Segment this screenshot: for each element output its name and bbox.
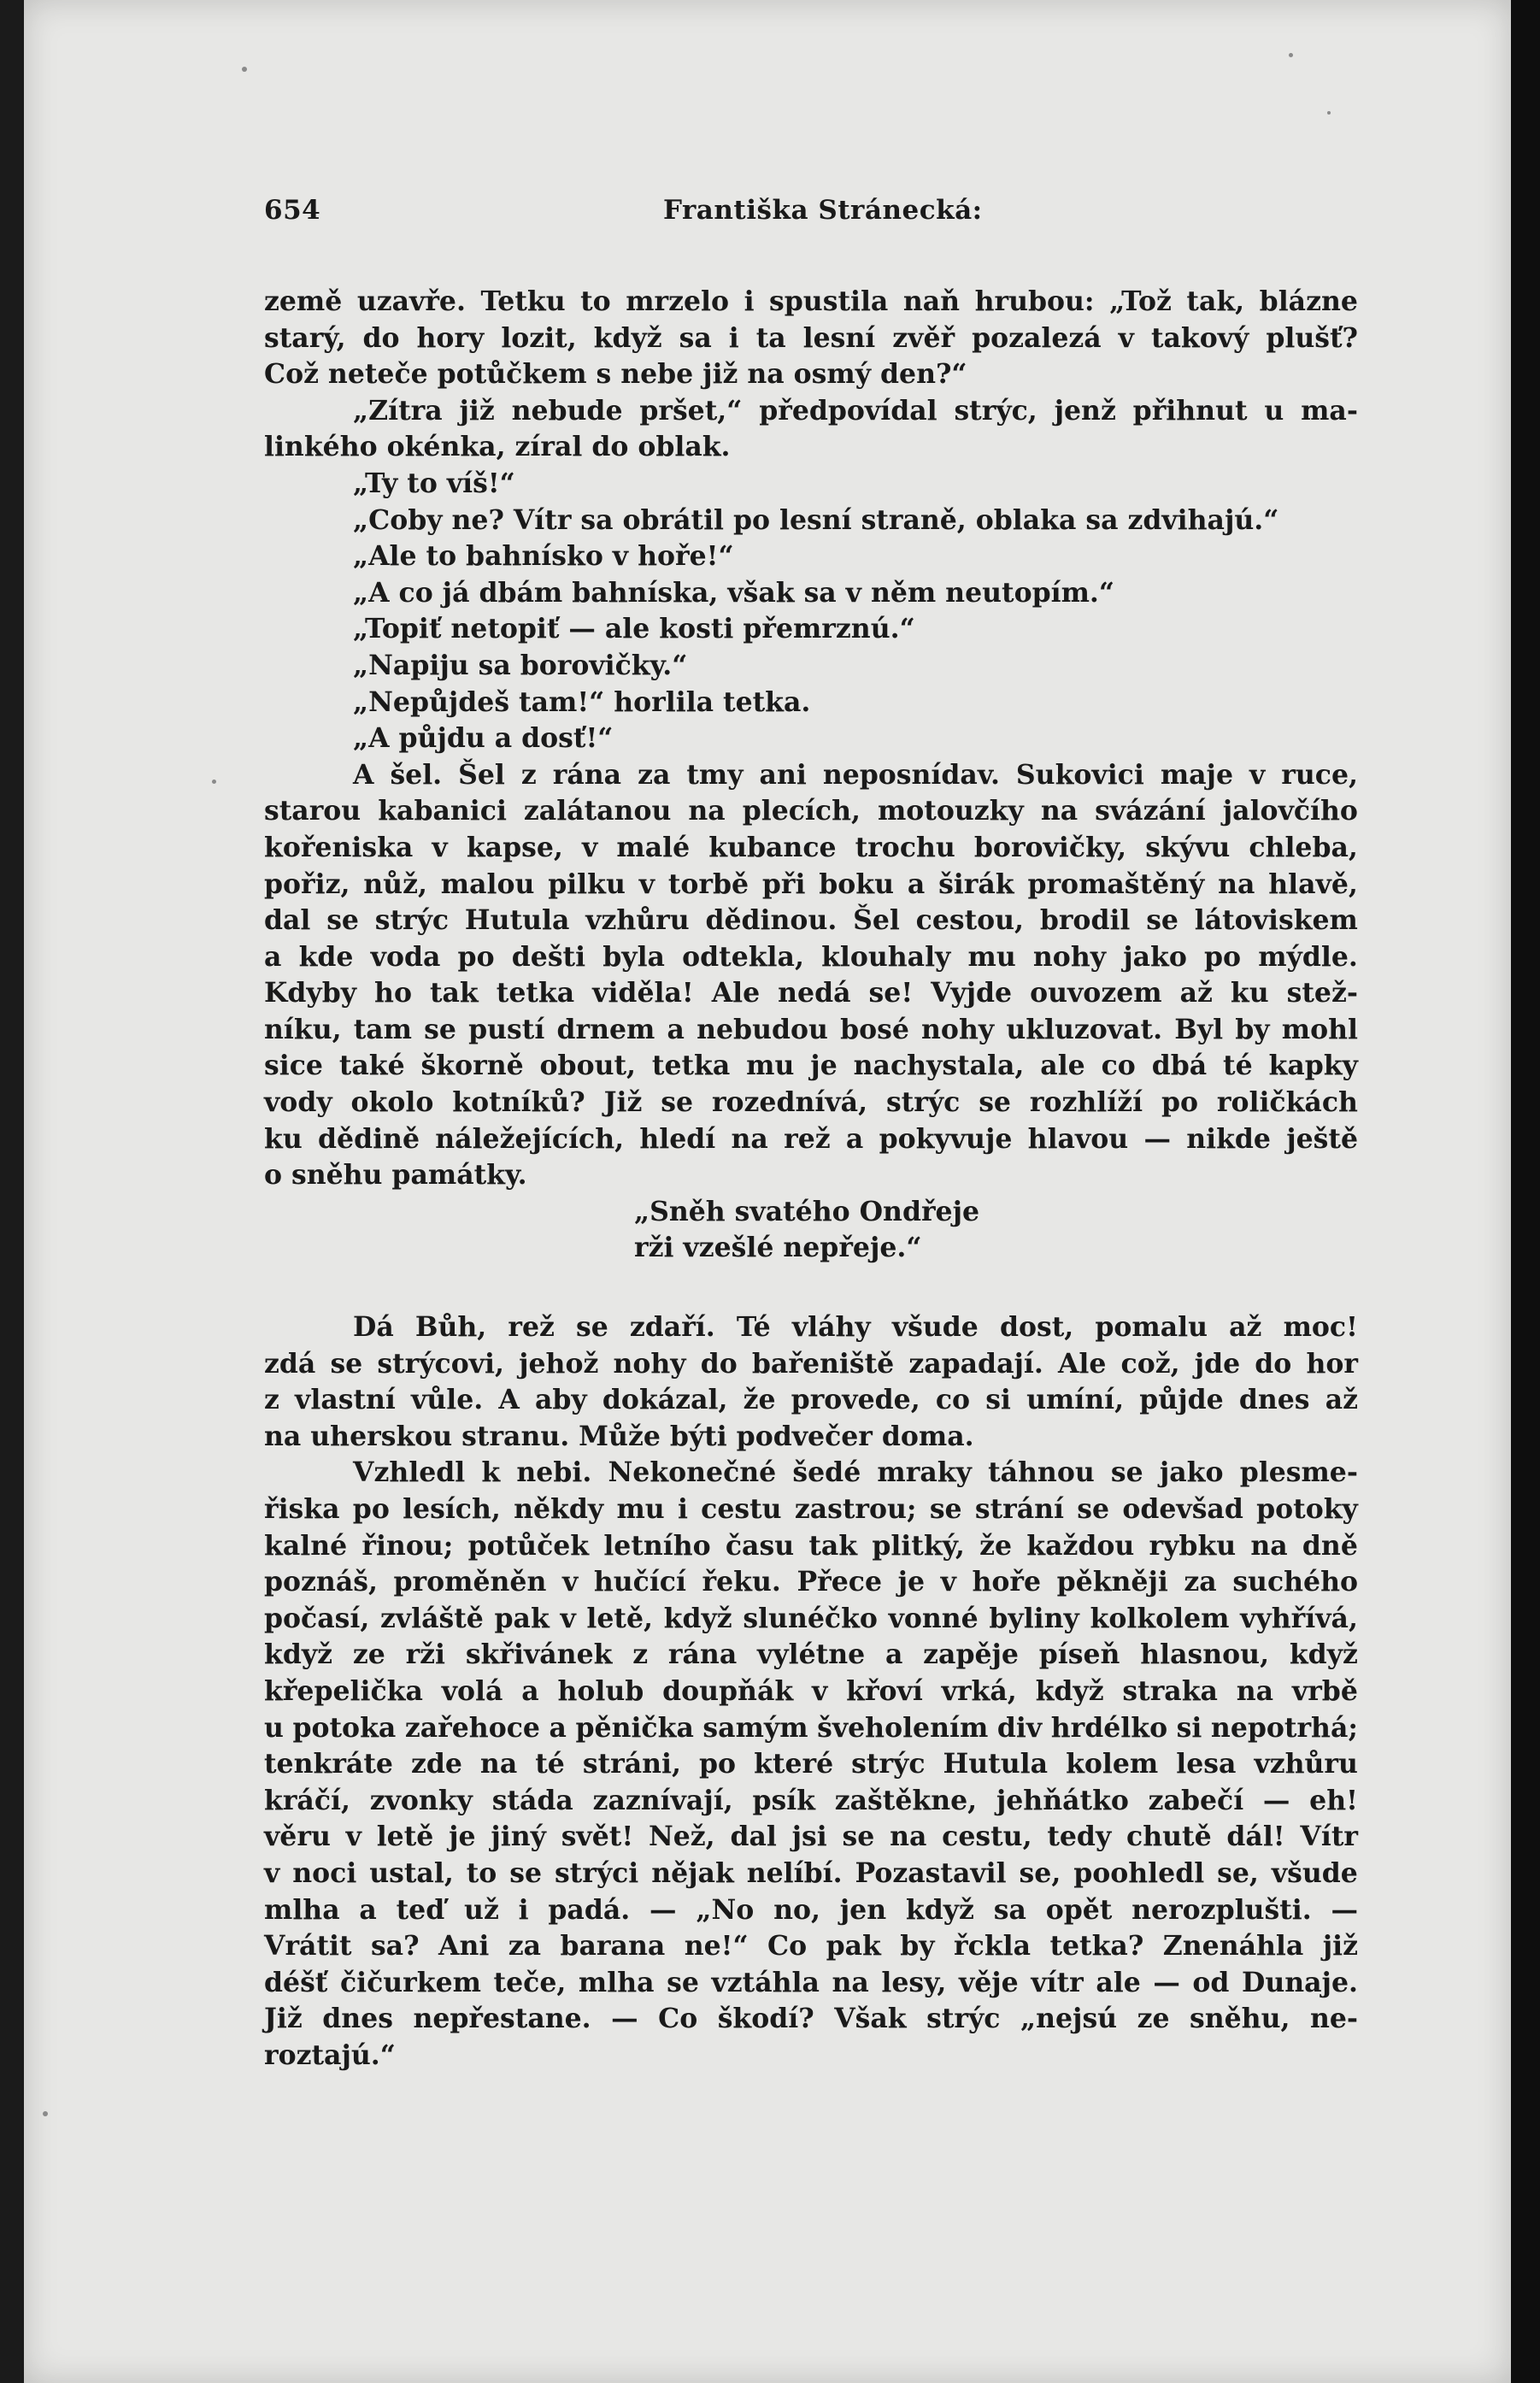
running-title: Františka Stránecká:: [663, 195, 983, 226]
page-edge-shadow: [1511, 0, 1540, 2383]
text-body: [264, 284, 1358, 2074]
text-line: Což neteče potůčkem s nebe již na osmý den?“: [264, 358, 967, 391]
text-line: pořiz, nůž, malou pilku v torbě při boku a širák promaštěný na hlavě,: [264, 868, 1358, 900]
paper-speck: [1327, 111, 1331, 115]
text-line: déšť čičurkem teče, mlha se vztáhla na lesy, věje vítr ale — od Dunaje.: [264, 1966, 1358, 1998]
text-line: když ze rži skřivánek z rána vylétne a zapěje píseň hlasnou, když: [264, 1639, 1358, 1671]
text-line: z vlastní vůle. A aby dokázal, že provede, co si umíní, půjde dnes až: [264, 1384, 1358, 1416]
text-line: „Nepůjdeš tam!“ horlila tetka.: [353, 685, 811, 718]
text-line: níku, tam se pustí drnem a nebudou bosé nohy ukluzovat. Byl by mohl: [264, 1013, 1358, 1045]
text-line: „A půjdu a dosť!“: [353, 722, 614, 755]
text-line: ku dědině náležejících, hledí na rež a pokyvuje hlavou — nikde ještě: [264, 1122, 1358, 1155]
paper-speck: [1289, 53, 1293, 57]
text-line: „Napiju sa borovičky.“: [353, 649, 688, 681]
page-number: 654: [264, 195, 321, 226]
text-line: „Zítra již nebude pršet,“ předpovídal strýc, jenž přihnut u ma-: [353, 394, 1358, 427]
text-line: Již dnes nepřestane. — Co škodí? Však strýc „nejsú ze sněhu, ne-: [264, 2003, 1358, 2035]
text-line: a kde voda po dešti byla odtekla, klouhaly mu nohy jako po mýdle.: [264, 940, 1358, 973]
text-line: „Sněh svatého Ondřeje: [634, 1195, 980, 1227]
text-line: rži vzešlé nepřeje.“: [634, 1232, 922, 1264]
text-line: kořeniska v kapse, v malé kubance trochu borovičky, skývu chleba,: [264, 831, 1358, 863]
text-line: Kdyby ho tak tetka viděla! Ale nedá se! Vyjde ouvozem až ku stež-: [264, 977, 1358, 1009]
text-line: poznáš, proměněn v hučící řeku. Přece je v hoře pěkněji za suchého: [264, 1566, 1358, 1598]
text-line: „A co já dbám bahníska, však sa v něm neutopím.“: [353, 576, 1114, 609]
text-line: „Ale to bahnísko v hoře!“: [353, 540, 734, 573]
text-line: země uzavře. Tetku to mrzelo i spustila naň hrubou: „Tož tak, blázne: [264, 285, 1358, 317]
text-line: A šel. Šel z rána za tmy ani neposnídav. Sukovici maje v ruce,: [353, 758, 1358, 791]
paper-speck: [212, 780, 216, 784]
text-line: roztajú.“: [264, 2039, 396, 2071]
paper-speck: [43, 2111, 48, 2116]
paper-speck: [242, 67, 247, 72]
text-line: sice také škorně obout, tetka mu je nachystala, ale co dbá té kapky: [264, 1050, 1358, 1082]
text-line: u potoka zařehoce a pěnička samým šveholením div hrdélko si nepotrhá;: [264, 1711, 1358, 1744]
text-line: kalné řinou; potůček letního času tak plitký, že každou rybku na dně: [264, 1529, 1358, 1562]
text-line: zdá se strýcovi, jehož nohy do bařeniště zapadají. Ale což, jde do hor: [264, 1347, 1358, 1380]
stanza-gap: [264, 1267, 1358, 1309]
text-line: Vrátit sa? Ani za barana ne!“ Co pak by řckla tetka? Znenáhla již: [264, 1930, 1358, 1962]
text-line: mlha a teď už i padá. — „No no, jen když sa opět nerozplušti. —: [264, 1893, 1358, 1926]
text-line: starý, do hory lozit, když sa i ta lesní zvěř pozalezá v takový plušť?: [264, 321, 1358, 354]
text-line: Vzhledl k nebi. Nekonečné šedé mraky táhnou se jako plesme-: [353, 1456, 1358, 1489]
text-line: křepelička volá a holub doupňák v křoví vrká, když straka na vrbě: [264, 1674, 1358, 1707]
text-line: Dá Bůh, rež se zdaří. Té vláhy všude dost, pomalu až moc!: [353, 1311, 1358, 1344]
text-line: „Topiť netopiť — ale kosti přemrznú.“: [353, 613, 915, 645]
text-line: linkého okénka, zíral do oblak.: [264, 431, 731, 463]
text-line: věru v letě je jiný svět! Než, dal jsi se na cestu, tedy chutě dál! Vítr: [264, 1821, 1358, 1853]
text-line: starou kabanici zalátanou na plecích, motouzky na svázání jalovčího: [264, 795, 1358, 827]
text-line: počasí, zvláště pak v letě, když slunéčko vonné byliny kolkolem vyhřívá,: [264, 1602, 1358, 1634]
text-line: kráčí, zvonky stáda zaznívají, psík zaštěkne, jehňátko zabečí — eh!: [264, 1784, 1358, 1816]
text-line: tenkráte zde na té stráni, po které strýc Hutula kolem lesa vzhůru: [264, 1748, 1358, 1780]
text-line: vody okolo kotníků? Již se rozednívá, strýc se rozhlíží po roličkách: [264, 1086, 1358, 1119]
text-line: v noci ustal, to se strýci nějak nelíbí. Pozastavil se, poohledl se, všude: [264, 1856, 1358, 1889]
text-line: o sněhu památky.: [264, 1159, 527, 1192]
text-line: dal se strýc Hutula vzhůru dědinou. Šel cestou, brodil se látoviskem: [264, 904, 1358, 937]
page-content: [264, 195, 1358, 2071]
text-line: řiska po lesích, někdy mu i cestu zastrou; se strání se odevšad potoky: [264, 1493, 1358, 1525]
page-header: [264, 195, 1358, 246]
text-line: „Ty to víš!“: [353, 467, 515, 499]
text-line: na uherskou stranu. Může býti podvečer doma.: [264, 1420, 974, 1452]
text-line: „Coby ne? Vítr sa obrátil po lesní straně, oblaka sa zdvihajú.“: [353, 503, 1279, 536]
